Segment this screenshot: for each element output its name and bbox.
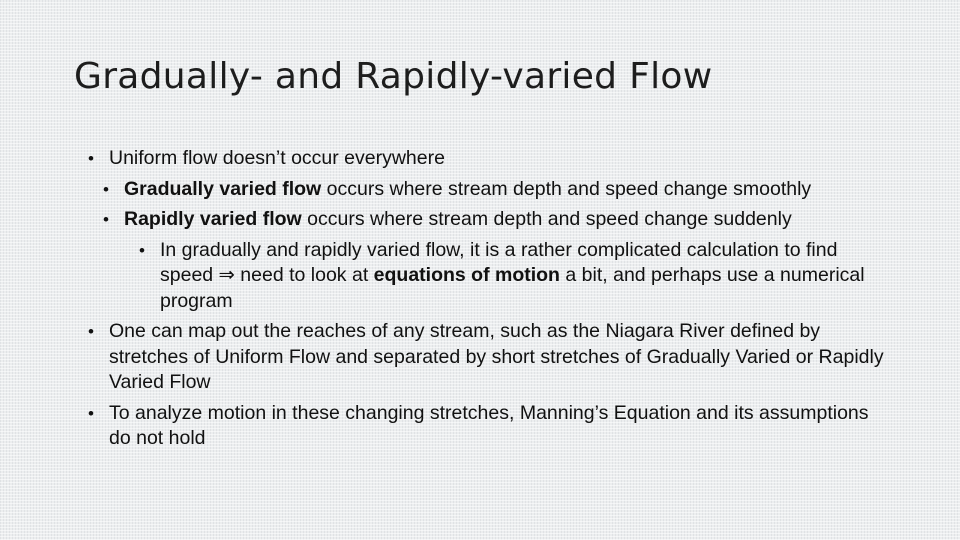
- bullet-bold-term: Rapidly varied flow: [124, 208, 302, 230]
- bullet-icon: •: [103, 210, 109, 229]
- bullet-icon: •: [139, 240, 145, 260]
- bullet-icon: •: [88, 403, 94, 423]
- bullet-bold-term: equations of motion: [373, 264, 560, 286]
- bullet-niagara-river: [88, 319, 888, 396]
- bullet-list: [88, 146, 888, 452]
- bullet-uniform-flow: [88, 146, 888, 172]
- bullet-text: To analyze motion in these changing stretches, Manning’s Equation and its assumptions do not hold: [109, 401, 869, 449]
- bullet-text: In gradually and rapidly varied flow, it is a rather complicated calculation to find speed ⇒ need to look at: [160, 238, 838, 286]
- bullet-bold-term: Gradually varied flow: [124, 177, 322, 200]
- bullet-text: occurs where stream depth and speed change suddenly: [301, 208, 792, 230]
- bullet-icon: •: [88, 149, 94, 168]
- bullet-text-tail: a bit, and perhaps use a numerical program: [160, 264, 865, 312]
- bullet-icon: •: [103, 179, 109, 199]
- bullet-equations-of-motion: [139, 238, 888, 315]
- slide-title: Gradually- and Rapidly-varied Flow: [74, 56, 713, 97]
- bullet-text: occurs where stream depth and speed change smoothly: [321, 177, 812, 200]
- bullet-text: Uniform flow doesn’t occur everywhere: [109, 147, 445, 169]
- bullet-gradually-varied: [103, 177, 888, 203]
- bullet-text: One can map out the reaches of any stream, such as the Niagara River defined by stretches of Uniform Flow and separated by short stretches of Gradually Varied or Rapidly Varied Flow: [109, 320, 884, 393]
- bullet-mannings-equation: [88, 401, 888, 452]
- bullet-icon: •: [88, 322, 94, 341]
- bullet-rapidly-varied: [103, 207, 888, 233]
- slide-body: [88, 146, 888, 457]
